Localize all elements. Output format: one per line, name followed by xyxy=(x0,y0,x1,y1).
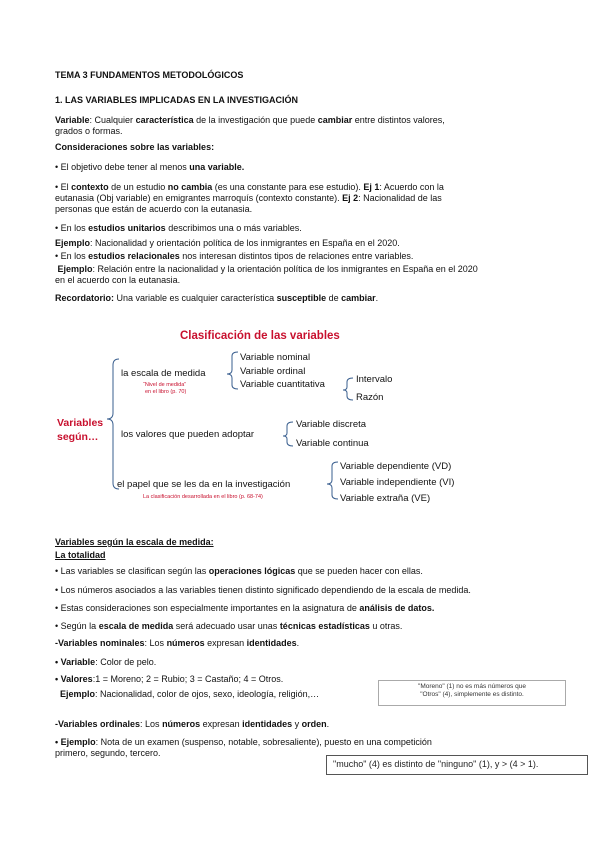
nominal-heading: -Variables nominales: Los números expresan identidades. xyxy=(55,638,300,648)
ordinal-example: • Ejemplo: Nota de un examen (suspenso, notable, sobresaliente), puesto en una competición xyxy=(55,737,432,747)
branch-escala: la escala de medida xyxy=(121,368,206,379)
continua-label: Variable continua xyxy=(296,438,369,449)
nominal-note-box: "Moreno" (1) no es más números que "Otros" (4), simplemente es distinto. xyxy=(378,680,566,706)
definition-line-1: Variable: Cualquier característica de la investigación que puede cambiar entre distintos valores, xyxy=(55,115,445,125)
valores-bracket xyxy=(283,422,293,446)
reminder: Recordatorio: Una variable es cualquier característica susceptible de cambiar. xyxy=(55,293,379,303)
branch-escala-note-2: en el libro (p. 70) xyxy=(145,389,187,395)
consideration-3-example: Ejemplo: Nacionalidad y orientación política de los inmigrantes en España en el 2020. xyxy=(55,238,400,248)
nominal-label: Variable nominal xyxy=(240,352,311,363)
consideration-4: • En los estudios relacionales nos interesan distintos tipos de relaciones entre variables. xyxy=(55,251,414,261)
nominal-example: Ejemplo: Nacionalidad, color de ojos, sexo, ideología, religión,… xyxy=(60,689,320,699)
cuantitativa-label: Variable cuantitativa xyxy=(240,379,325,390)
papel-bracket xyxy=(327,462,338,499)
escala-point-2: • Los números asociados a las variables tienen distinto significado dependiendo de la escala de medida. xyxy=(55,585,471,595)
vi-label: Variable independiente (VI) xyxy=(340,477,455,488)
definition-term: Variable xyxy=(55,115,90,125)
branch-papel-note: La clasificación desarrollada en el libro (p. 68-74) xyxy=(143,494,263,500)
consideration-1: • El objetivo debe tener al menos una variable. xyxy=(55,162,245,172)
branch-escala-note-1: “Nivel de medida” xyxy=(143,382,187,388)
consideration-3: • En los estudios unitarios describimos una o más variables. xyxy=(55,223,302,233)
main-bracket xyxy=(107,359,119,489)
topic-title: TEMA 3 FUNDAMENTOS METODOLÓGICOS xyxy=(55,70,244,80)
escala-subtitle: La totalidad xyxy=(55,550,106,560)
escala-point-4: • Según la escala de medida será adecuado usar unas técnicas estadísticas u otras. xyxy=(55,621,403,631)
cuantitativa-bracket xyxy=(343,378,353,400)
consideration-2: • El contexto de un estudio no cambia (es una constante para ese estudio). Ej 1: Acuerdo con la xyxy=(55,182,444,192)
ordinal-example-line-2: primero, segundo, tercero. xyxy=(55,748,161,758)
root-line-1: Variables xyxy=(57,417,104,429)
classification-diagram xyxy=(55,325,555,515)
branch-valores: los valores que pueden adoptar xyxy=(121,429,255,440)
ve-label: Variable extraña (VE) xyxy=(340,493,431,504)
discreta-label: Variable discreta xyxy=(296,419,367,430)
escala-bracket xyxy=(227,352,238,389)
razon-label: Razón xyxy=(356,392,384,403)
definition-line-2: grados o formas. xyxy=(55,126,123,136)
ordinal-label: Variable ordinal xyxy=(240,366,306,377)
nominal-values: • Valores:1 = Moreno; 2 = Rubio; 3 = Castaño; 4 = Otros. xyxy=(55,674,284,684)
section-heading: 1. LAS VARIABLES IMPLICADAS EN LA INVESTIGACIÓN xyxy=(55,95,299,105)
nominal-variable: • Variable: Color de pelo. xyxy=(55,657,157,667)
branch-papel: el papel que se les da en la investigación xyxy=(117,479,291,490)
considerations-title: Consideraciones sobre las variables: xyxy=(55,142,215,152)
escala-point-3: • Estas consideraciones son especialmente importantes en la asignatura de análisis de datos. xyxy=(55,603,435,613)
diagram-title: Clasificación de las variables xyxy=(180,330,340,342)
consideration-2-line-2: eutanasia (Obj variable) en emigrantes marroquís (contexto constante). Ej 2: Nacionalidad de las xyxy=(55,193,442,203)
escala-section-title: Variables según la escala de medida: xyxy=(55,537,214,547)
ordinal-note-box: "mucho" (4) es distinto de "ninguno" (1), y > (4 > 1). xyxy=(326,755,588,775)
consideration-4-example: Ejemplo: Relación entre la nacionalidad y la orientación política de los inmigrantes en España en el 2020 xyxy=(57,264,478,274)
consideration-2-line-3: personas que están de acuerdo con la eutanasia. xyxy=(55,204,253,214)
vd-label: Variable dependiente (VD) xyxy=(340,461,452,472)
ordinal-heading: -Variables ordinales: Los números expresan identidades y orden. xyxy=(55,719,330,729)
intervalo-label: Intervalo xyxy=(356,374,393,385)
root-line-2: según… xyxy=(57,431,99,443)
escala-point-1: • Las variables se clasifican según las operaciones lógicas que se pueden hacer con ellas. xyxy=(55,566,423,576)
consideration-4-example-line-2: en el acuerdo con la eutanasia. xyxy=(55,275,181,285)
